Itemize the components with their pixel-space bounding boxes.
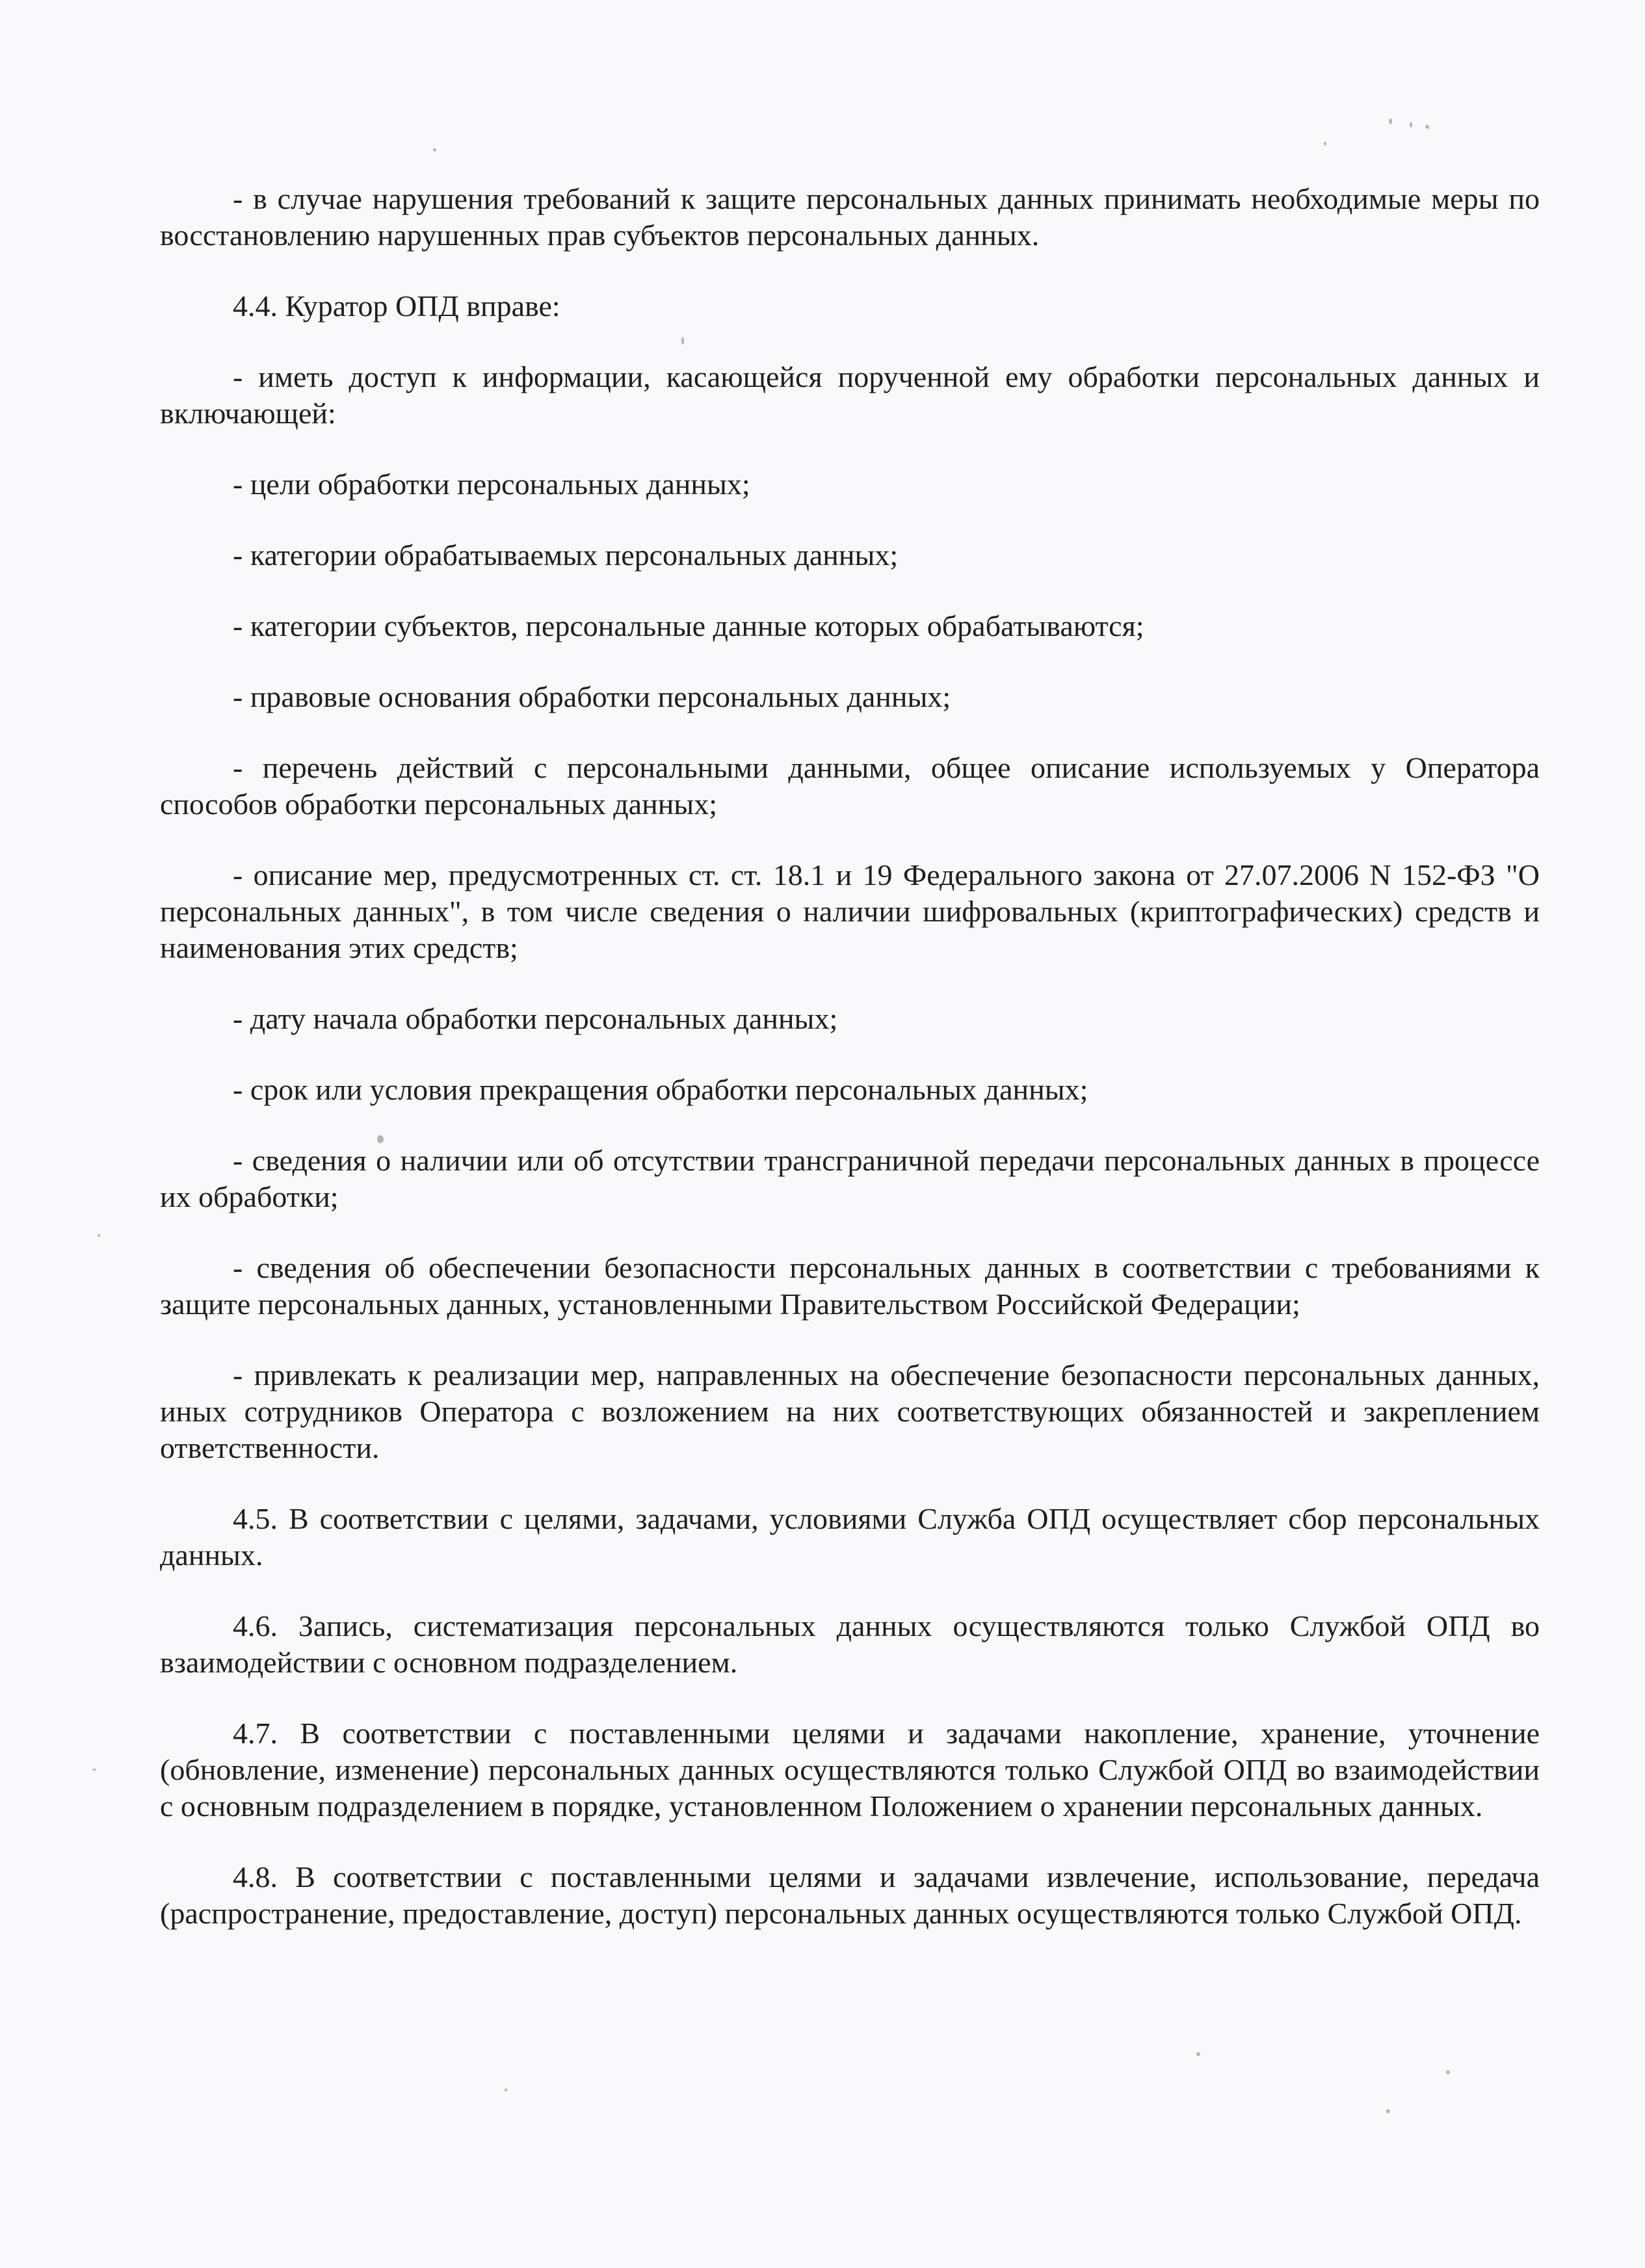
list-item-cross-border: - сведения о наличии или об отсутствии трансграничной передачи персональных данных в процессе их обработки; (160, 1144, 1540, 1213)
list-item-subject-categories: - категории субъектов, персональные данные которых обрабатываются; (233, 609, 1144, 642)
list-item-actions-list: - перечень действий с персональными данными, общее описание используемых у Оператора способов обработки персональных данных; (160, 751, 1540, 821)
paragraph-4-6: 4.6. Запись, систематизация персональных данных осуществляются только Службой ОПД во взаимодействии с основном подразделением. (160, 1609, 1540, 1679)
paragraph-4-4-heading: 4.4. Куратор ОПД вправе: (233, 289, 560, 323)
scan-speck (1386, 2109, 1390, 2113)
list-item-legal-grounds: - правовые основания обработки персональных данных; (233, 680, 951, 713)
scan-speck (377, 1135, 384, 1143)
document-body (160, 181, 1540, 1966)
scan-speck (433, 148, 436, 152)
scan-speck (681, 337, 684, 345)
scan-speck (98, 1234, 100, 1237)
paragraph-4-5: 4.5. В соответствии с целями, задачами, условиями Служба ОПД осуществляет сбор персональных данных. (160, 1502, 1540, 1572)
scan-speck (505, 2089, 507, 2091)
list-item-security: - сведения об обеспечении безопасности персональных данных в соответствии с требованиями к защите персональных данных, установленными Правительством Российской Федерации; (160, 1251, 1540, 1321)
list-item-purposes: - цели обработки персональных данных; (233, 468, 750, 501)
paragraph-involve-staff: - привлекать к реализации мер, направленных на обеспечение безопасности персональных данных, иных сотрудников Оператора с возложением на них соответствующих обязанностей и закреплением ответственности. (160, 1358, 1540, 1464)
paragraph-rights-restoration: - в случае нарушения требований к защите персональных данных принимать необходимые меры по восстановлению нарушенных прав субъектов персональных данных. (160, 182, 1540, 252)
paragraph-4-7: 4.7. В соответствии с поставленными целями и задачами накопление, хранение, уточнение (обновление, изменение) персональных данных осуществляются только Службой ОПД во взаимодействии с основным подразделением в порядке, установленном Положением о хранении персональных данных. (160, 1717, 1540, 1823)
scan-speck (1196, 2052, 1200, 2056)
list-item-termination: - срок или условия прекращения обработки персональных данных; (233, 1073, 1088, 1106)
paragraph-4-8: 4.8. В соответствии с поставленными целями и задачами извлечение, использование, передача (распространение, предоставление, доступ) персональных данных осуществляются только Службой ОПД. (160, 1860, 1540, 1930)
scan-speck (1425, 125, 1429, 129)
scan-speck (1446, 2070, 1450, 2074)
list-item-measures-description: - описание мер, предусмотренных ст. ст. 18.1 и 19 Федерального закона от 27.07.2006 N 152-ФЗ "О персональных данных", в том числе сведения о наличии шифровальных (криптографических) средств и наименования этих средств; (160, 858, 1540, 964)
list-item-start-date: - дату начала обработки персональных данных; (233, 1002, 838, 1035)
list-item-data-categories: - категории обрабатываемых персональных данных; (233, 538, 899, 572)
scan-speck (92, 1769, 96, 1771)
paragraph-access-info: - иметь доступ к информации, касающейся порученной ему обработки персональных данных и включающей: (160, 360, 1540, 430)
scan-speck (1389, 118, 1392, 124)
scan-speck (1410, 122, 1412, 127)
scan-speck (1324, 142, 1326, 146)
